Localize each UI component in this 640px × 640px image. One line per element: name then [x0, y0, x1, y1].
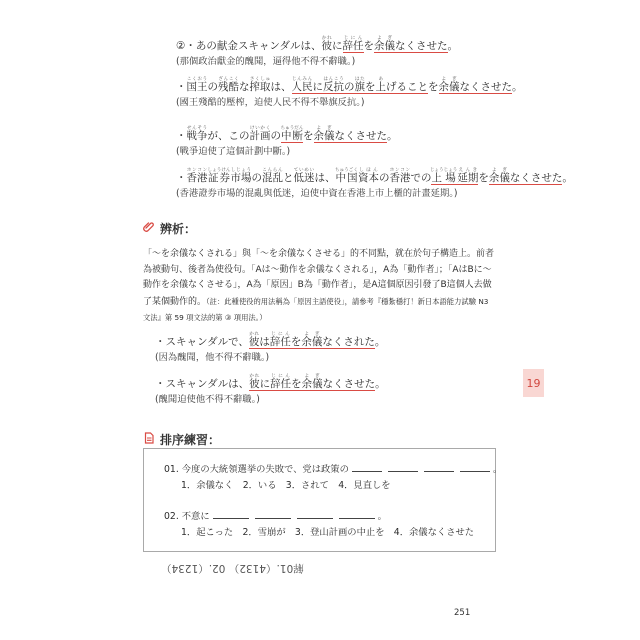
text-segment: 計画けいかく [249, 126, 271, 142]
text-segment: 。 [374, 336, 386, 348]
underlined-phrase: なくさせた [322, 378, 376, 390]
underlined-phrase: 反抗はんこう [323, 77, 344, 93]
example-block-3 [176, 126, 398, 158]
analysis-title: 辨析： [160, 222, 197, 236]
text-segment: は、 [270, 81, 292, 93]
underlined-phrase: 余儀よぎ [301, 332, 323, 348]
text-segment: 。 [562, 172, 573, 184]
practice-title: 排序練習： [160, 433, 221, 447]
underlined-phrase: 中断ちゅうだん [280, 126, 304, 142]
analysis-main-text: 「〜を余儀なくされる」與「〜を余儀なくさせる」的不同點，就在於句子構造上。前者為被動句、後者為使役句。「Aは〜動作を余儀なくされる」，A為「動作者」；「AはBに〜動作を余儀なくさせる」，A為「原因」B為「動作者」，是A這個原因引發了B這個人去做了某個動作的。 [143, 249, 495, 307]
example-jp-1 [176, 36, 458, 53]
example-zh-2: (國王殘酷的壓榨，迫使人民不得不舉旗反抗。) [176, 97, 365, 108]
example-block-4 [176, 168, 573, 200]
underlined-phrase: 上場じょうじょう [429, 168, 458, 184]
underlined-phrase: を [291, 378, 302, 390]
underlined-phrase: なくさせた [459, 81, 512, 93]
question-2-options: 1．起こった 2．雪崩が 3．登山計画の中止を 4．余儀なくさせた [181, 527, 475, 538]
underlined-phrase: なくされた [322, 336, 375, 348]
text-segment: 彼かれ [321, 36, 333, 52]
text-segment: 混乱こんらん [261, 168, 283, 184]
text-segment: 。 [512, 81, 523, 93]
text-segment: 戦争せんそう [186, 126, 208, 142]
example-zh-5: (因為醜聞，他不得不辭職。) [155, 352, 270, 363]
text-segment: の [251, 172, 262, 184]
example-jp-3 [176, 126, 398, 143]
example-jp-2 [176, 77, 523, 94]
example-block-5 [155, 332, 385, 364]
text-segment: 搾取さくしゅ [249, 77, 271, 93]
answer-key: 解01.（4132） 02.（1234） [161, 562, 304, 574]
text-segment: ・あの献金スキャンダルは、 [185, 40, 322, 52]
document-icon [143, 432, 155, 444]
underlined-phrase: げること [386, 81, 428, 93]
text-segment: 。 [387, 130, 398, 142]
text-segment: 市場しじょう [230, 168, 252, 184]
example-jp-5 [155, 332, 385, 349]
text-segment: を [303, 130, 314, 142]
text-segment: 残酷ざんこく [218, 77, 239, 93]
underlined-phrase: なくさせた [395, 40, 448, 52]
text-segment: を [478, 172, 489, 184]
underlined-phrase: なくさせた [509, 172, 563, 184]
underlined-phrase: 延期えんき [457, 168, 479, 184]
question-1 [164, 463, 502, 476]
question-1-text: 01. 今度の大統領選挙の失敗で、党は政策の [164, 464, 349, 475]
text-segment: を [428, 81, 439, 93]
underlined-phrase: 余儀よぎ [301, 374, 323, 390]
underlined-phrase: 辞任じにん [270, 374, 292, 390]
text-segment: 。 [447, 40, 459, 52]
text-segment: に [332, 40, 343, 52]
practice-box [143, 448, 503, 552]
underlined-phrase: 上あ [375, 77, 386, 93]
answer-blank[interactable] [460, 463, 490, 472]
text-segment: の [378, 172, 390, 184]
answer-blank[interactable] [339, 510, 375, 519]
answer-blank[interactable] [255, 510, 291, 519]
answer-blank[interactable] [388, 463, 418, 472]
example-block-1 [176, 36, 458, 68]
text-segment: 資本しほん [357, 168, 379, 184]
text-segment: は、 [314, 172, 336, 184]
chapter-tab: 19 [523, 369, 544, 397]
underlined-phrase: に [259, 378, 271, 390]
text-segment: 香港ホンコン [389, 168, 411, 184]
example-number: ② [176, 40, 186, 52]
example-zh-1: (那個政治獻金的醜聞，逼得他不得不辭職。) [176, 56, 356, 67]
underlined-phrase: は [259, 336, 270, 348]
underlined-phrase: 余儀よぎ [313, 126, 335, 142]
question-2-end: 。 [377, 511, 387, 522]
text-segment: ・ [176, 130, 187, 142]
question-2 [164, 510, 387, 523]
underlined-phrase: 旗はた [354, 77, 365, 93]
text-segment: ・スキャンダルは、 [155, 378, 250, 390]
text-segment: 国王こくおう [186, 77, 208, 93]
page-number: 251 [454, 608, 471, 618]
example-jp-6 [155, 374, 386, 391]
answer-blank[interactable] [352, 463, 382, 472]
underlined-phrase: 人民じんみん [291, 77, 313, 93]
underlined-phrase: に [312, 81, 323, 93]
paperclip-icon [143, 221, 155, 233]
text-segment: と [282, 172, 294, 184]
analysis-note: （註：此種使役的用法稱為「原因主語使役」，請參考『穩紮穩打！新日本語能力試驗 N3 文法』第 59 項文法的第 ③ 項用法。） [143, 296, 489, 322]
text-segment: な [239, 81, 250, 93]
text-segment: の [207, 81, 218, 93]
answer-blank[interactable] [424, 463, 454, 472]
text-segment: ・ [176, 172, 187, 184]
text-segment: 証券しょうけん [207, 168, 231, 184]
example-block-6 [155, 374, 386, 406]
underlined-phrase: の [344, 81, 355, 93]
answer-blank[interactable] [213, 510, 249, 519]
underlined-phrase: を [365, 81, 376, 93]
underlined-phrase: 余儀よぎ [488, 168, 510, 184]
question-2-text: 02. 不意に [164, 511, 210, 522]
question-1-end: 。 [492, 464, 503, 475]
example-zh-4: (香港證券市場的混亂與低迷，迫使中資在香港上市上櫃的計畫延期。) [176, 188, 458, 199]
text-segment: 低迷ていめい [293, 168, 315, 184]
text-segment: 中国ちゅうごく [334, 168, 358, 184]
text-segment: が、この [207, 130, 250, 142]
example-jp-4 [176, 168, 573, 185]
text-segment: 。 [375, 378, 386, 390]
example-zh-6: (醜聞迫使他不得不辭職。) [155, 394, 260, 405]
underlined-phrase: 余儀よぎ [374, 36, 396, 52]
question-1-options: 1．余儀なく 2．いる 3．されて 4．見直しを [181, 480, 391, 491]
example-block-2 [176, 77, 523, 109]
underlined-phrase: 彼かれ [249, 374, 260, 390]
example-zh-3: (戰爭迫使了這個計劃中斷。) [176, 146, 291, 157]
underlined-phrase: なくさせた [334, 130, 387, 142]
text-segment: ・ [176, 81, 187, 93]
answer-blank[interactable] [297, 510, 333, 519]
underlined-phrase: 辞任じにん [342, 36, 364, 52]
text-segment: を [363, 40, 375, 52]
underlined-phrase: 辞任じにん [269, 332, 291, 348]
underlined-phrase: 彼かれ [248, 332, 260, 348]
analysis-paragraph [143, 247, 495, 327]
underlined-phrase: を [290, 336, 302, 348]
text-segment: ・スキャンダルで、 [155, 336, 249, 348]
text-segment: での [410, 172, 432, 184]
text-segment: 香港ホンコン [186, 168, 208, 184]
text-segment: の [270, 130, 281, 142]
underlined-phrase: 余儀よぎ [438, 77, 460, 93]
